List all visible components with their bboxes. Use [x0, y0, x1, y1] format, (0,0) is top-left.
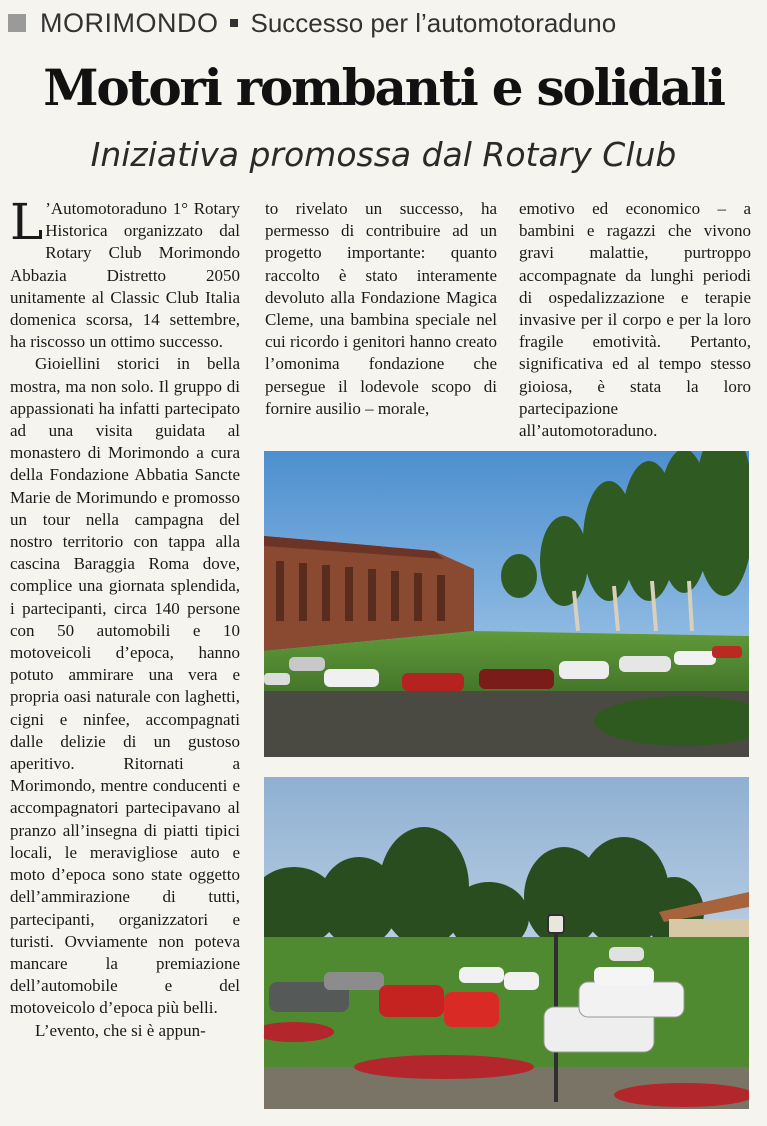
article-column-2 [265, 198, 497, 420]
article-column-1 [10, 193, 240, 1042]
abbey-courtyard-image [264, 451, 749, 757]
article-paragraph [10, 193, 240, 353]
kicker-separator-icon [230, 19, 238, 27]
kicker-square-icon [8, 14, 26, 32]
article-paragraph: Gioiellini storici in bella mostra, ma non solo. Il gruppo di appassionati ha infatti partecipato ad una visita guidata al monastero di Morimondo a cura della Fondazione Abbatia Sancte Marie de Morimundo e promosso un tour nella campagna del nostro territorio con tappa alla cascina Baraggia Roma dove, complice una giornata splendida, i partecipanti, circa 140 persone con 50 automobili e 10 motoveicoli d’epoca, hanno potuto ammirare una vera e propria oasi naturale con laghetti, cigni e ninfee, accompagnati dalle delizie di un gustoso aperitivo. Ritornati a Morimondo, mentre conducenti e accompagnatori partecipavano al pranzo all’insegna di piatti tipici locali, le meravigliose auto e moto d’epoca sono state oggetto dell’ammirazione di tutti, partecipanti, organizzatori e turisti. Ovviamente non poteva mancare la premiazione dell’automobile e del motoveicolo d’epoca più belli. [10, 354, 240, 1018]
article-paragraph: L’evento, che si è appun- [35, 1020, 206, 1040]
photo-abbey-courtyard [264, 451, 749, 757]
photo-lawn-cars [264, 777, 749, 1109]
drop-cap: L [10, 193, 44, 251]
paragraph-text: ’Automotoraduno 1° Rotary Historica organizzato dal Rotary Club Morimondo Abbazia Distretto 2050 unitamente al Classic Club Italia domenica scorsa, 14 settembre, ha riscosso un ottimo successo. [10, 199, 240, 352]
lawn-cars-image [264, 777, 749, 1109]
article-column-3 [519, 198, 751, 442]
kicker-location: MORIMONDO [40, 7, 219, 38]
section-kicker [8, 6, 763, 40]
kicker-topic: Successo per l’automotoraduno [250, 7, 617, 38]
headline: Motori rombanti e solidali [43, 58, 724, 117]
subheadline: Iniziativa promossa dal Rotary Club [90, 135, 677, 174]
article-paragraph: to rivelato un successo, ha permesso di contribuire ad un progetto importante: quanto raccolto è stato interamente devoluto alla Fondazione Magica Cleme, una bambina speciale nel cui ricordo i genitori hanno creato l’omonima fondazione che persegue il lodevole scopo di fornire ausilio – morale, [265, 199, 497, 418]
article-paragraph: emotivo ed economico – a bambini e ragazzi che vivono gravi malattie, purtroppo accompagnate da lunghi periodi di ospedalizzazione e terapie invasive per il corpo e per la loro fragile emotività. Pertanto, significativa ed al tempo stesso gioiosa, è stata la loro partecipazione all’automotoraduno. [519, 199, 751, 441]
